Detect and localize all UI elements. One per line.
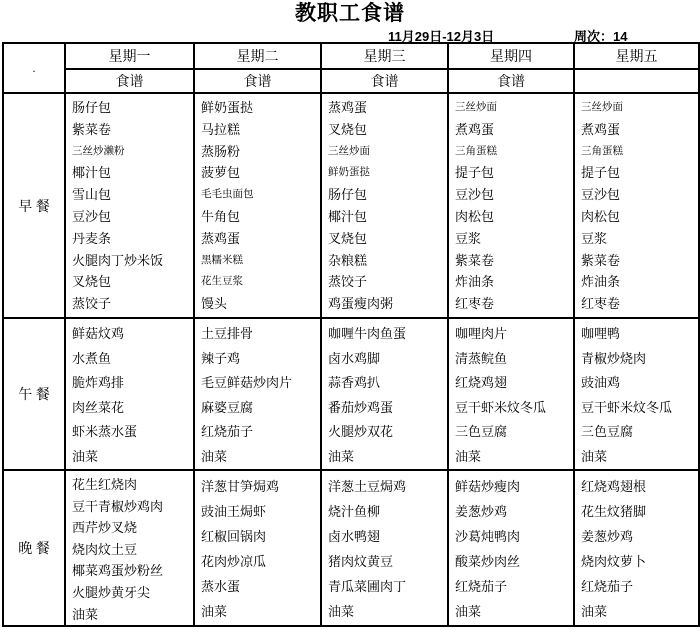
menu-item: 番茄炒鸡蛋	[328, 399, 394, 415]
menu-item: 咖喱牛肉鱼蛋	[328, 326, 407, 341]
menu-item: 豆浆	[581, 230, 608, 246]
menu-item: 馒头	[201, 296, 228, 312]
meta-row	[0, 26, 700, 42]
menu-item: 牛角包	[201, 208, 241, 224]
menu-item-list	[322, 319, 447, 469]
menu-cell-day-1	[65, 318, 194, 470]
menu-item-list	[449, 471, 573, 624]
menu-item: 三丝炒面	[455, 102, 497, 113]
menu-item: 三丝炒面	[328, 145, 370, 157]
menu-item: 猪肉炆黄豆	[328, 554, 394, 569]
menu-cell-day-5	[574, 93, 699, 318]
menu-item: 椰汁包	[72, 165, 112, 181]
menu-cell-day-5	[574, 318, 699, 470]
menu-item: 三色豆腐	[455, 424, 508, 439]
menu-item: 豆沙包	[72, 208, 112, 224]
meal-label: 晚 餐	[3, 470, 65, 626]
day-header-4: 星期四	[448, 43, 574, 69]
menu-item: 叉烧包	[72, 274, 112, 290]
menu-cell-day-1	[65, 93, 194, 318]
subheader-5	[574, 69, 699, 93]
menu-item: 花生豆浆	[201, 276, 243, 288]
menu-item: 蒸肠粉	[201, 143, 241, 159]
menu-item: 煮鸡蛋	[581, 121, 621, 137]
menu-item: 油菜	[201, 448, 228, 464]
menu-item-list	[66, 471, 193, 625]
menu-item: 洋葱土豆焗鸡	[328, 479, 407, 494]
menu-item: 肉松包	[455, 208, 495, 224]
menu-item: 紫菜卷	[72, 121, 112, 137]
menu-item: 油菜	[581, 448, 608, 464]
menu-item-list	[322, 94, 447, 315]
menu-item: 红烧茄子	[201, 424, 254, 439]
menu-item: 豆浆	[455, 230, 482, 246]
subheader-1: 食谱	[65, 69, 194, 93]
menu-item: 脆炸鸡排	[72, 375, 125, 390]
menu-item: 花肉炒凉瓜	[201, 554, 267, 569]
menu-item: 油菜	[328, 604, 355, 619]
corner-cell: .	[3, 43, 65, 93]
menu-item-list	[449, 94, 573, 315]
day-header-2: 星期二	[194, 43, 321, 69]
menu-item: 豆干青椒炒鸡肉	[72, 498, 164, 514]
subheader-4: 食谱	[448, 69, 574, 93]
menu-item: 豆干虾米炆冬瓜	[581, 399, 673, 415]
menu-item: 水煮鱼	[72, 350, 112, 366]
menu-item: 肠仔包	[328, 187, 368, 203]
menu-item: 鸡蛋瘦肉粥	[328, 296, 394, 312]
menu-item: 咖哩鸭	[581, 326, 621, 341]
menu-item: 油菜	[72, 606, 99, 622]
menu-item: 煮鸡蛋	[455, 121, 495, 137]
menu-cell-day-4	[448, 470, 574, 626]
menu-item: 火腿炒双花	[328, 424, 394, 439]
menu-item: 油菜	[328, 448, 355, 464]
menu-item: 油菜	[72, 448, 99, 464]
menu-item-list	[195, 471, 320, 624]
menu-item: 洋葱甘笋焗鸡	[201, 479, 280, 494]
meal-row-3	[3, 470, 699, 626]
menu-item: 豆沙包	[455, 187, 495, 203]
menu-item: 马拉糕	[201, 121, 241, 137]
menu-item: 三丝炒面	[581, 102, 623, 113]
menu-item: 提子包	[581, 165, 621, 181]
menu-item-list	[195, 319, 320, 469]
menu-item: 丹麦条	[72, 230, 112, 246]
menu-item: 紫菜卷	[581, 252, 621, 268]
menu-cell-day-2	[194, 470, 321, 626]
menu-item: 烧汁鱼柳	[328, 504, 381, 519]
meal-label: 午 餐	[3, 318, 65, 470]
menu-item: 红烧鸡翅	[455, 375, 508, 390]
menu-item: 豆沙包	[581, 187, 621, 203]
menu-item: 毛豆鲜菇炒肉片	[201, 375, 293, 390]
menu-item: 炸油条	[455, 274, 495, 290]
meal-row-1	[3, 93, 699, 318]
menu-item: 红椒回锅肉	[201, 529, 267, 544]
menu-item: 油菜	[581, 604, 608, 619]
menu-table	[2, 42, 700, 627]
menu-item: 豉油王焗虾	[201, 504, 267, 519]
menu-item: 三丝炒濑粉	[72, 145, 125, 157]
menu-item: 三色豆腐	[581, 424, 634, 439]
date-range: 11月29日-12月3日	[388, 29, 495, 44]
menu-item: 紫菜卷	[455, 252, 495, 268]
menu-cell-day-4	[448, 318, 574, 470]
menu-item: 麻婆豆腐	[201, 399, 254, 415]
menu-item: 豉油鸡	[581, 375, 621, 390]
menu-item: 鲜菇炆鸡	[72, 326, 125, 341]
menu-item-list	[322, 471, 447, 624]
menu-item: 油菜	[201, 604, 228, 619]
menu-item: 烧肉炆土豆	[72, 541, 138, 557]
menu-item: 酸菜炒肉丝	[455, 554, 521, 569]
menu-item: 菠萝包	[201, 165, 241, 181]
menu-item: 蒸水蛋	[201, 579, 241, 594]
menu-item: 油菜	[455, 448, 482, 464]
week-number: 周次：14	[574, 29, 628, 44]
menu-item: 肉松包	[581, 208, 621, 224]
menu-item: 肉丝菜花	[72, 399, 125, 415]
menu-item: 红枣卷	[581, 296, 621, 312]
menu-item-list	[66, 94, 193, 315]
menu-item: 红枣卷	[455, 296, 495, 312]
menu-cell-day-3	[321, 318, 448, 470]
menu-cell-day-3	[321, 470, 448, 626]
day-header-5: 星期五	[574, 43, 699, 69]
menu-cell-day-1	[65, 470, 194, 626]
day-header-1: 星期一	[65, 43, 194, 69]
menu-item: 三角蛋糕	[455, 145, 497, 157]
menu-item: 提子包	[455, 165, 495, 181]
menu-item: 姜葱炒鸡	[581, 529, 634, 544]
menu-item: 红烧茄子	[581, 579, 634, 594]
menu-item: 红烧鸡翅根	[581, 479, 647, 494]
menu-item: 火腿肉丁炒米饭	[72, 252, 164, 268]
menu-item: 蒸饺子	[328, 274, 368, 290]
menu-item: 辣子鸡	[201, 350, 241, 366]
menu-item: 肠仔包	[72, 100, 112, 115]
menu-item-list	[575, 471, 698, 624]
menu-item: 蒜香鸡扒	[328, 375, 381, 390]
menu-item: 沙葛炖鸭肉	[455, 529, 521, 544]
menu-item: 鲜奶蛋挞	[201, 100, 254, 115]
menu-item: 花生红烧肉	[72, 477, 138, 492]
menu-item-list	[66, 319, 193, 469]
menu-item: 卤水鸭翅	[328, 529, 381, 544]
menu-item-list	[575, 319, 698, 469]
menu-cell-day-5	[574, 470, 699, 626]
menu-cell-day-4	[448, 93, 574, 318]
menu-item: 蒸鸡蛋	[328, 100, 368, 115]
menu-item: 叉烧包	[328, 121, 368, 137]
menu-item: 西芹炒叉烧	[72, 520, 138, 536]
menu-item: 三角蛋糕	[581, 145, 623, 157]
menu-item: 椰菜鸡蛋炒粉丝	[72, 563, 164, 579]
menu-item-list	[449, 319, 573, 469]
menu-item: 蒸饺子	[72, 296, 112, 312]
menu-item-list	[195, 94, 320, 315]
menu-item: 炸油条	[581, 274, 621, 290]
menu-item: 杂粮糕	[328, 252, 368, 268]
meal-row-2	[3, 318, 699, 470]
menu-cell-day-2	[194, 318, 321, 470]
menu-item: 油菜	[455, 604, 482, 619]
menu-item: 鲜菇炒瘦肉	[455, 479, 521, 494]
menu-item: 虾米蒸水蛋	[72, 424, 138, 439]
menu-item: 毛毛虫面包	[201, 189, 254, 201]
subheader-3: 食谱	[321, 69, 448, 93]
menu-item: 雪山包	[72, 187, 112, 203]
menu-item: 姜葱炒鸡	[455, 504, 508, 519]
menu-item-list	[575, 94, 698, 315]
menu-item: 卤水鸡脚	[328, 350, 381, 366]
menu-item: 花生炆猪脚	[581, 504, 647, 519]
menu-item: 烧肉炆萝卜	[581, 554, 647, 569]
meal-label: 早 餐	[3, 93, 65, 318]
menu-cell-day-3	[321, 93, 448, 318]
day-header-3: 星期三	[321, 43, 448, 69]
menu-item: 鲜奶蛋挞	[328, 167, 370, 179]
menu-item: 红烧茄子	[455, 579, 508, 594]
menu-item: 咖哩肉片	[455, 326, 508, 341]
menu-item: 蒸鸡蛋	[201, 230, 241, 246]
menu-item: 青椒炒烧肉	[581, 350, 647, 366]
menu-item: 清蒸鲩鱼	[455, 350, 508, 366]
menu-item: 火腿炒黄牙尖	[72, 584, 151, 600]
menu-item: 土豆排骨	[201, 326, 254, 341]
menu-item: 黑糯米糕	[201, 254, 243, 266]
page-title: 教职工食谱	[295, 2, 405, 25]
menu-item: 叉烧包	[328, 230, 368, 246]
menu-cell-day-2	[194, 93, 321, 318]
menu-item: 椰汁包	[328, 208, 368, 224]
menu-item: 青瓜菜圃肉丁	[328, 579, 407, 594]
menu-item: 豆干虾米炆冬瓜	[455, 399, 547, 415]
subheader-2: 食谱	[194, 69, 321, 93]
